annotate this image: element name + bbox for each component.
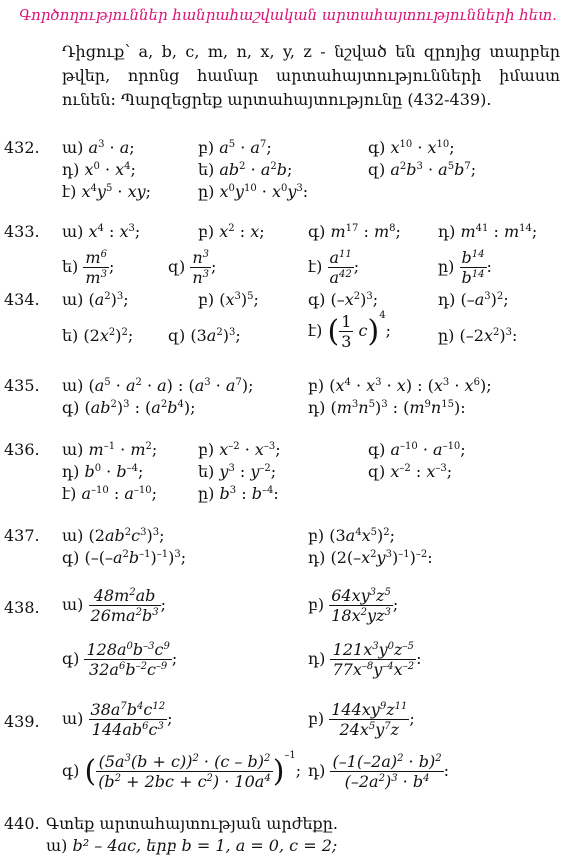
page-title: Գործողություններ հանրահաշվական արտահայտությունների հետ. [19,6,557,24]
expr-432a: ա) $a^3 \cdot a$; [62,138,135,157]
expr-436z: զ) $x^{-2}$ : $x^{-3}$; [368,462,453,481]
expr-436a: ա) $m^{-1} \cdot m^2$; [62,440,158,459]
expr-433b: բ) $x^2$ : x; [198,222,265,241]
expr-439d: դ) $\frac{(-1(-2a)^2 \cdot b)^2}{(-2a^2)^3 \cdot b^4}$ : [308,752,449,791]
expr-433e: ե) $\frac{m^6}{m^3}$ ; [62,248,115,287]
problem-number: 439. [4,712,40,731]
problem-number: 438. [4,598,40,617]
expr-433e2: է) $\frac{a^{11}}{a^{42}}$ ; [308,248,360,287]
problem-number: 437. [4,526,40,545]
expr-433d: դ) $m^{41}$ : $m^{14}$; [438,222,538,241]
expr-433a: ա) $x^4$ : $x^3$; [62,222,141,241]
expr-440a: ա) b² – 4ac, երբ b = 1, a = 0, c = 2; [46,836,338,855]
problem-number: 440. [4,814,40,833]
expr-432b: բ) $a^5 \cdot a^7$; [198,138,272,157]
expr-432e: ե) $ab^2 \cdot a^2b$; [198,160,293,179]
problem-number: 435. [4,376,40,395]
expr-434e2: է) ( $\frac{1}{3}$ c)$^4$; [308,310,391,351]
expr-435g: գ) $(ab^2)^3$ : $(a^2b^4)$; [62,398,196,417]
expr-435b: բ) $(x^4 \cdot x^3 \cdot x)$ : $(x^3 \cdot x^6)$; [308,376,492,395]
expr-437b: բ) $(3a^4x^5)^2$; [308,526,395,545]
expr-436g: գ) $a^{-10} \cdot a^{-10}$; [368,440,466,459]
expr-433z: զ) $\frac{n^3}{n^3}$ ; [168,248,217,287]
expr-434g: գ) $(-x^2)^3$; [308,290,379,309]
expr-434b: բ) $(x^3)^5$; [198,290,259,309]
expr-434ye: ը) $(-2x^2)^3$: [438,326,518,345]
expr-434d: դ) $(-a^3)^2$; [438,290,509,309]
expr-436b: բ) $x^{-2} \cdot x^{-3}$; [198,440,281,459]
expr-437a: ա) $(2ab^2c^3)^3$; [62,526,165,545]
expr-432ye: ը) $x^0y^{10} \cdot x^0y^3$: [198,182,309,201]
expr-433g: գ) $m^{17}$ : $m^8$; [308,222,401,241]
expr-438g: գ) $\frac{128a^0b^{-3}c^9}{32a^6b^{-2}c^{-9}}$ ; [62,640,178,679]
expr-434z: զ) $(3a^2)^3$; [168,326,241,345]
expr-435a: ա) $(a^5 \cdot a^2 \cdot a)$ : $(a^3 \cdot a^7)$; [62,376,254,395]
expr-434a: ա) $(a^2)^3$; [62,290,129,309]
expr-432e2: է) $x^4y^5$ · xy; [62,182,152,201]
expr-439a: ա) $\frac{38a^7b^4c^{12}}{144ab^6c^3}$ ; [62,700,173,739]
expr-432g: գ) $x^{10} \cdot x^{10}$; [368,138,455,157]
expr-437d: դ) $(2(-x^2y^3)^{-1})^{-2}$: [308,548,433,567]
expr-439g: գ) ( $\frac{(5a^3(b + c))^2 \cdot (c - b)^2}{(b^2 + 2bc + c^2) \cdot 10a^4}$ )$^{-1}$; [62,750,302,791]
problem-number: 436. [4,440,40,459]
expr-436ye: ը) $b^3$ : $b^{-4}$: [198,484,279,503]
intro-text: Դիցուք՝ a, b, c, m, n, x, y, z - նշված են զրոյից տարբեր թվեր, որոնց համար արտահայտությունների իմաստ ունեն: Պարզեցրեք արտահայտությունը (432-439). [62,42,560,109]
expr-438d: դ) $\frac{121x^3y^0z^{-5}}{77x^{-8}y^{-4}x^{-2}}$ : [308,640,422,679]
problem-number: 433. [4,222,40,241]
expr-432d: դ) $x^0 \cdot x^4$; [62,160,136,179]
expr-435d: դ) $(m^3n^5)^3$ : $(m^9n^{15})$: [308,398,466,417]
expr-436e2: է) $a^{-10}$ : $a^{-10}$; [62,484,158,503]
expr-433ye: ը) $\frac{b^{14}}{b^{14}}$ : [438,248,492,287]
problem-number: 434. [4,290,40,309]
expr-436d: դ) $b^0 \cdot b^{-4}$; [62,462,144,481]
expr-437g: գ) $(-(-a^2b^{-1})^{-1})^3$; [62,548,187,567]
expr-434e: ե) $(2x^2)^2$; [62,326,134,345]
expr-438a: ա) $\frac{48m^2ab}{26ma^2b^3}$ ; [62,586,166,625]
expr-436e: ե) $y^3$ : $y^{-2}$; [198,462,277,481]
expr-439b: բ) $\frac{144xy^9z^{11}}{24x^5y^7z}$ ; [308,700,415,739]
problem-number: 432. [4,138,40,157]
expr-432z: զ) $a^2b^3 \cdot a^5b^7$; [368,160,477,179]
expr-438b: բ) $\frac{64xy^3z^5}{18x^2yz^3}$ ; [308,586,399,625]
problem-440-text: Գտեք արտահայտության արժեքը. [46,814,338,833]
